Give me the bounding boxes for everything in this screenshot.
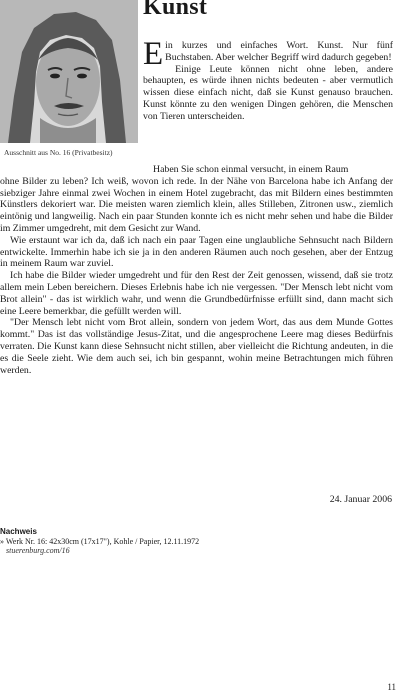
intro-column <box>143 36 393 123</box>
paragraph-5: Ich habe die Bilder wieder umgedreht und für den Rest der Zeit genossen, wissend, daß sie trotz allem mein Leben bereichern. Dieses Erlebnis habe ich nie vergessen. "Der Mensch lebt nicht vom Brot allein" - das ist wirklich wahr, und wenn die Grundbedürfnisse erfüllt sind, dann macht sich eine Leere bemerkbar, die gefüllt werden will. <box>0 270 393 317</box>
drop-cap: E <box>143 36 164 72</box>
body-text <box>0 164 393 376</box>
intro-paragraph-text: in kurzes und einfaches Wort. Kunst. Nur fünf Buchstaben. Aber welcher Begriff wird dadurch gegeben! <box>165 40 393 63</box>
paragraph-6: "Der Mensch lebt nicht vom Brot allein, sondern von jedem Wort, das aus dem Munde Gottes kommt." Das ist das vollständige Jesus-Zitat, und die angesprochene Leere mag dieses Bedürfnis verraten. Die Kunst kann diese Sehnsucht nicht stillen, aber vielleicht die Richtung andeuten, in die es die Seele zieht. Wie dem auch sei, ich bin gespannt, wohin meine Betrachtungen mich führen werden. <box>0 317 393 376</box>
portrait-caption: Ausschnitt aus No. 16 (Privatbesitz) <box>4 148 113 157</box>
references-work-entry: » Werk Nr. 16: 42x30cm (17x17"), Kohle / Papier, 12.11.1972 <box>0 537 200 546</box>
paragraph-3-first-line: Haben Sie schon einmal versucht, in einem Raum <box>153 164 349 175</box>
portrait-drawing <box>0 0 138 143</box>
page-title: Kunst <box>143 0 208 20</box>
references-heading: Nachweis <box>0 527 37 536</box>
paragraph-2: Einige Leute können nicht ohne leben, andere behaupten, es würde ihnen nichts bedeuten - aber vermutlich wissen diese einfach nicht, daß sie Kunst genauso brauchen. Kunst könnte zu den wenigen Dingen gehören, die Menschen von Tieren unterscheiden. <box>143 63 393 122</box>
references <box>0 527 390 555</box>
paragraph-3-rest <box>0 164 393 235</box>
paragraph-4: Wie erstaunt war ich da, daß ich nach ein paar Tagen eine unglaubliche Sehnsucht nach Bildern entwickelte. Immerhin habe ich sie ja in den anderen Räumen auch noch gesehen, aber der Entzug in meinem Raum war zuviel. <box>0 234 393 270</box>
paragraph-3-rest-text: ohne Bilder zu leben? Ich weiß, wovon ich rede. In der Nähe von Barcelona habe ich Anfang der siebziger Jahre einmal zwei Wochen in einem Hotel zugebracht, das mit Bildern eines bestimmten Künstlers dekoriert war. Die meisten waren ziemlich klein, alles Stilleben, Zitronen usw., ziemlich eintönig und langweilig. Nach ein paar Stunden konnte ich es nicht mehr sehen und habe die Bilder im Zimmer umgedreht, mit dem Gesicht zur Wand. <box>0 175 393 234</box>
references-url-link[interactable]: stuerenburg.com/16 <box>6 546 70 555</box>
page-number: 11 <box>387 682 396 692</box>
article-date: 24. Januar 2006 <box>329 494 392 505</box>
intro-paragraph <box>143 36 393 72</box>
